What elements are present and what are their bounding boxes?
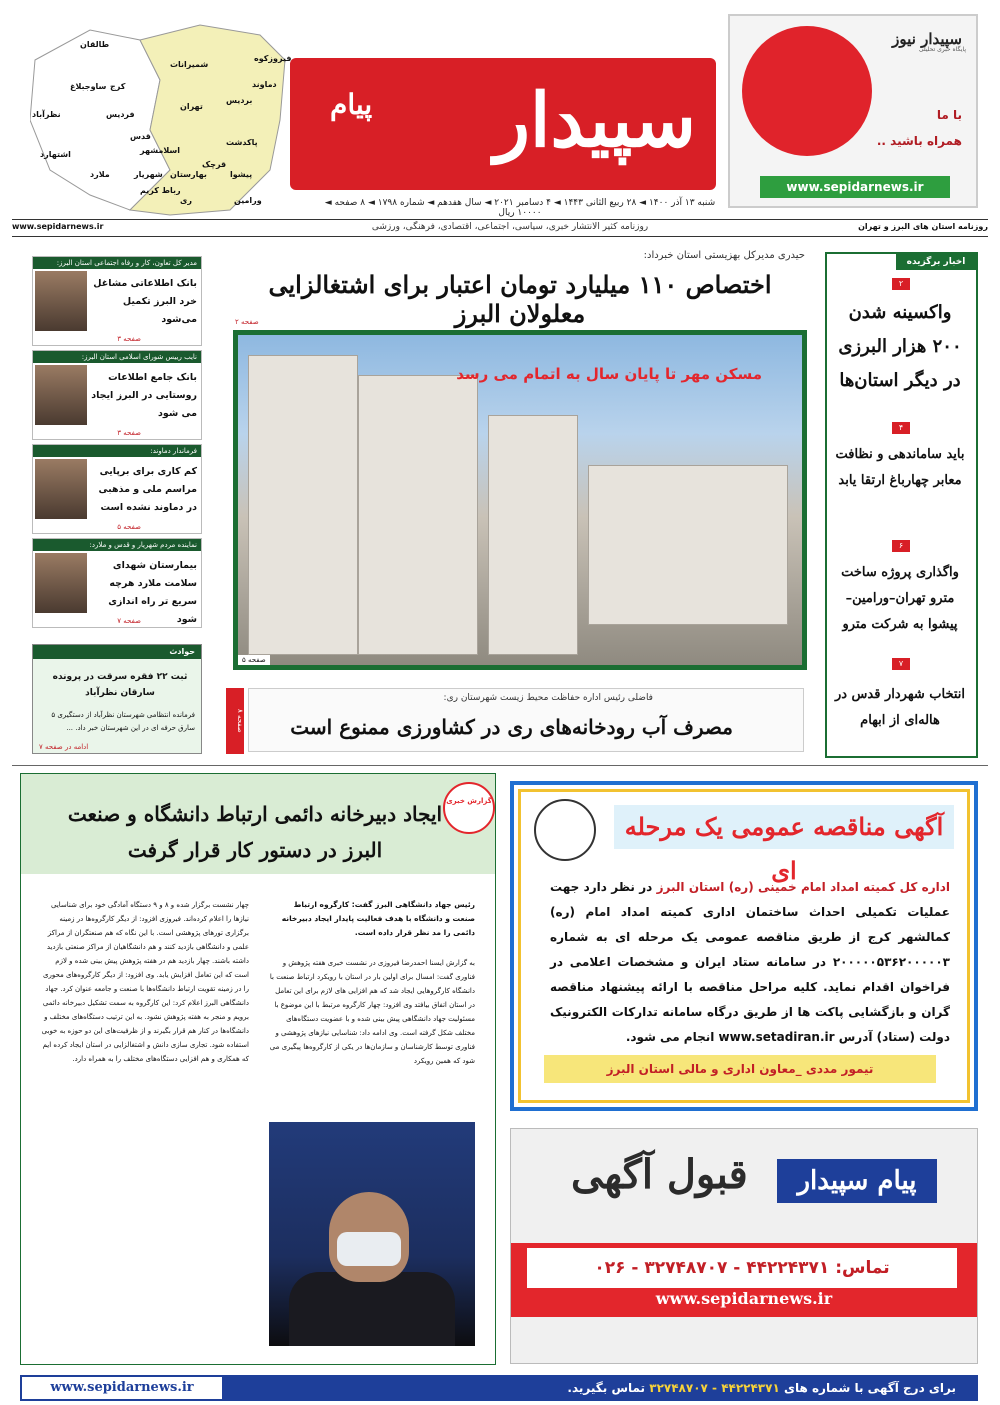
tender-org: اداره کل کمیته امداد امام خمینی (ره) استان البرز [656,880,950,894]
incidents-title: ثبت ۲۲ فقره سرقت در پرونده سارقان نظرآباد [52,672,188,698]
map-labels [30,20,292,220]
map-label: فردیس [106,110,135,119]
map-label: اسلامشهر [140,146,181,155]
map-label: اشتهارد [40,150,71,159]
lead-page: صفحه ۲ [235,318,259,326]
building-shape [588,465,788,625]
brief-text: کم کاری برای برپایی مراسم ملی و مذهبی در دماوند نشده است [98,466,197,513]
brief-photo [35,459,87,519]
story-headline[interactable]: ایجاد دبیرخانه دائمی ارتباط دانشگاه و صنعت البرز در دستور کار قرار گرفت [67,802,443,862]
selected-num: ۲ [892,278,910,290]
map-label: ری [180,196,192,205]
website-link[interactable]: www.sepidarnews.ir [12,222,104,231]
incidents-page: ادامه در صفحه ۷ [39,743,89,751]
selected-header: اخبار برگزیده [896,254,976,270]
top-web-ad[interactable] [728,14,978,208]
map-label: پاکدشت [226,138,258,147]
map-label: نظرآباد [32,110,61,119]
map-label: ساوجبلاغ [70,82,107,91]
ad-url[interactable]: www.sepidarnews.ir [760,176,950,198]
story-column-2: چهار نشست برگزار شده و ۸ و ۹ دستگاه آمادگی خود برای شناسایی نیازها را اعلام کرده‌اند. فیروزی افزود: از دیگر کارگروه‌ها در زمینه برگزاری تورهای پژوهشی است. با این نگاه که هم صنعتگران از مراکز علمی و دانشگاهی بازدید کنند و هم دانشگاهیان از مراکز صنعتی بازدید داشته باشند. چهار بازدید هم در هفته پژوهش پیش بینی شده و لازم است که این تعامل افزایش یابد. وی افزود: از دیگر کارگروه‌های محوری را در زمینه تقویت ارتباط دانشگاه‌ها با صنعت و جامعه عنوان کرد. جهاد دانشگاهی البرز اعلام کرد: این کارگروه به سمت تشکیل دبیرخانه دائمی برویم و منجر به هفته پژوهش نشود. به این ترتیب دستگاه‌های مختلف و دانشگاه‌ها در کنار هم قرار بگیرند و از ظرفیت‌های این دو حوزه به خوبی استفاده شود. تجاری سازی دانش و اشتغالزایی در استان ایجاد کرده ایم که همکاری و هم افزایی دستگاه‌های مختلف را به همراه دارد. [41,901,249,1063]
brief-photo [35,553,87,613]
tender-body [550,875,950,1050]
map-label: قرچک [202,160,227,169]
accept-contact: تماس: ۴۴۲۲۴۳۷۱ - ۳۲۷۴۸۷۰۷ - ۰۲۶ [527,1248,957,1288]
photo-suit [289,1272,455,1346]
lead-photo [233,330,807,670]
brief-header: نایب رییس شورای اسلامی استان البرز: [33,351,201,363]
second-story[interactable] [248,688,804,752]
brief-text: بانک اطلاعاتی مشاغل خرد البرز تکمیل می‌شود [93,278,197,325]
masthead-prefix: پیام [330,88,373,121]
briefs-column [32,256,202,636]
tender-signature: تیمور مددی _معاون اداری و مالی استان البرز [544,1055,936,1083]
relief-committee-logo-icon [534,799,596,861]
selected-item[interactable]: انتخاب شهردار قدس در هاله‌ای از ابهام [834,687,966,728]
selected-news [825,252,978,758]
story-lead: رئیس جهاد دانشگاهی البرز گفت: کارگروه ارتباط صنعت و دانشگاه با هدف فعالیت پایدار ایجاد دبیرخانه دائمی را مد نظر قرار داده است. [281,900,475,937]
photo-caption: مسکن مهر تا پایان سال به اتمام می رسد [456,365,762,383]
accept-logo: پیام سپیدار [777,1159,937,1203]
lead-kicker: حیدری مدیرکل بهزیستی استان خبرداد: [643,250,805,261]
footer-url[interactable]: www.sepidarnews.ir [22,1377,222,1399]
divider [12,236,988,237]
masthead [290,58,716,190]
selected-num: ۴ [892,422,910,434]
tender-text: در نظر دارد جهت عملیات تکمیلی احداث ساختمان اداری کمیته امداد امام (ره) کمالشهر کرج از طریق مناقصه عمومی یک مرحله ای به شماره ۲۰۰۰۰۰۵۳۶۲۰۰۰۰۰۳ در سامانه ستاد ایران و مشخصات اعلامی در فراخوان اقدام نماید. کلیه مراحل مناقصه با ارائه پیشنهاد مناقصه گران و بازگشایی پاکت ها از طریق درگاه سامانه تدارکات الکترونیک دولت (ستاد) آدرس www.setadiran.ir انجام می شود. [550,880,950,1044]
footer-message [567,1377,956,1399]
incidents-box[interactable] [32,644,202,754]
issue-line: شنبه ۱۳ آذر ۱۴۰۰ ◄ ۲۸ ربیع الثانی ۱۴۴۳ ◄ ۴ دسامبر ۲۰۲۱ ◄ سال هفدهم ◄ شماره ۱۷۹۸ ◄ ۸ صفحه ◄ ۱۰۰۰۰ ریال [324,198,716,218]
accept-redbar [511,1243,977,1317]
footer-numbers: ۴۴۲۲۴۳۷۱ - ۳۲۷۴۸۷۰۷ [649,1381,780,1395]
brief-page: صفحه ۵ [117,523,141,531]
brief-text: بانک جامع اطلاعات روستایی در البرز ایجاد می شود [91,372,197,419]
accept-url[interactable]: www.sepidarnews.ir [655,1289,833,1308]
accept-ads-box[interactable] [510,1128,978,1364]
selected-item[interactable]: واگذاری پروژه ساخت مترو تهران–ورامین–پیشوا به شرکت مترو [841,565,959,632]
brief-header: مدیر کل تعاون، کار و رفاه اجتماعی استان البرز: [33,257,201,269]
brief-item[interactable] [32,538,202,628]
region-label: روزنامه استان های البرز و تهران [858,222,988,231]
divider [12,765,988,766]
building-shape [488,415,578,655]
second-headline: مصرف آب رودخانه‌های ری در کشاورزی ممنوع است [290,715,733,739]
story-column-1: به گزارش ایسنا احمدرضا فیروزی در نشست خبری هفته پژوهش و فناوری گفت: امسال برای اولین بار در استان با رویکرد ارتباط صنعت با دانشگاه کارگروهایی ایجاد شد که هم افزایی های لازم برای این تعامل در استان اتفاق بیافتد وی افزود: چهار کارگروه مرتبط با این موضوع با مسئولیت جهاد دانشگاهی پیش بینی شده و با عضویت دستگاه‌های مختلف شکل گرفته است. وی ادامه داد: شناسایی نیازهای پژوهشی و فناوری توسط کارشناسان و سازمان‌ها در یکی از کارگروه‌ها پیگیری می شود که همین رویکرد [269,959,475,1065]
map-label: دماوند [252,80,277,89]
second-side-label: صفحه ۸ [226,688,244,754]
map-label: رباط کریم [140,186,181,195]
footer-bar [20,1375,978,1401]
brief-photo [35,365,87,425]
map-label: تهران [180,102,203,111]
footer-text-b: تماس بگیرید. [567,1381,646,1395]
ad-call-line2: همراه باشید .. [876,134,962,148]
brief-item[interactable] [32,444,202,534]
tender-ad[interactable] [510,781,978,1111]
ad-illustration [742,26,872,156]
map-label: ملارد [90,170,110,179]
map-label: بهارستان [170,170,207,179]
brief-page: صفحه ۳ [117,429,141,437]
brief-photo [35,271,87,331]
masthead-title: سپیدار [494,78,696,164]
map-label: فیروزکوه [254,54,292,63]
footer-text-a: برای درج آگهی با شماره های [783,1381,956,1395]
building-shape [358,375,478,655]
map-label: شهریار [134,170,163,179]
ad-brand: سپیدار نیوز [892,30,962,48]
brief-text: بیمارستان شهدای سلامت ملارد هرچه سریع تر راه اندازی شود [108,560,197,625]
photo-page: صفحه ۵ [238,655,270,665]
paper-subtitle: روزنامه کثیر الانتشار خبری، سیاسی، اجتماعی، اقتصادی، فرهنگی، ورزشی [371,222,649,232]
incidents-body: فرمانده انتظامی شهرستان نظرآباد از دستگیری ۵ سارق حرفه ای در این شهرستان خبر داد. ... [51,711,195,732]
selected-item[interactable]: واکسینه شدن ۲۰۰ هزار البرزی در دیگر استان‌ها [838,302,962,391]
story-photo [269,1122,475,1346]
header-band [12,222,988,234]
map-label: شمیرانات [170,60,209,69]
brief-item[interactable] [32,350,202,440]
map-label: پیشوا [230,170,253,179]
ad-tagline: پایگاه خبری تحلیلی [918,46,966,53]
second-kicker: فاضلی رئیس اداره حفاظت محیط زیست شهرستان ری: [443,693,653,703]
map-label: بردیس [226,96,253,105]
photo-mask [337,1232,401,1266]
brief-header: فرماندار دماوند: [33,445,201,457]
divider [12,219,988,220]
selected-num: ۶ [892,540,910,552]
accept-title: قبول آگهی [571,1151,748,1198]
map-label: قدس [130,132,151,141]
incidents-header: حوادث [33,645,201,659]
lead-headline[interactable]: اختصاص ۱۱۰ میلیارد تومان اعتبار برای اشتغالزایی معلولان البرز [268,270,772,328]
selected-item[interactable]: باید ساماندهی و نظافت معابر چهارباغ ارتقا یابد [835,447,965,488]
brief-page: صفحه ۳ [117,335,141,343]
tender-title: آگهی مناقصه عمومی یک مرحله ای [614,805,954,849]
brief-item[interactable] [32,256,202,346]
map-label: کرج [110,82,126,91]
feature-story [20,773,496,1365]
brief-page: صفحه ۷ [117,617,141,625]
ad-call-line1: با ما [936,108,962,122]
map-label: ورامین [234,196,262,205]
selected-num: ۷ [892,658,910,670]
map-label: طالقان [80,40,110,49]
story-badge: گزارش خبری [443,782,495,834]
building-shape [248,355,358,655]
brief-header: نماینده مردم شهریار و قدس و ملارد: [33,539,201,551]
